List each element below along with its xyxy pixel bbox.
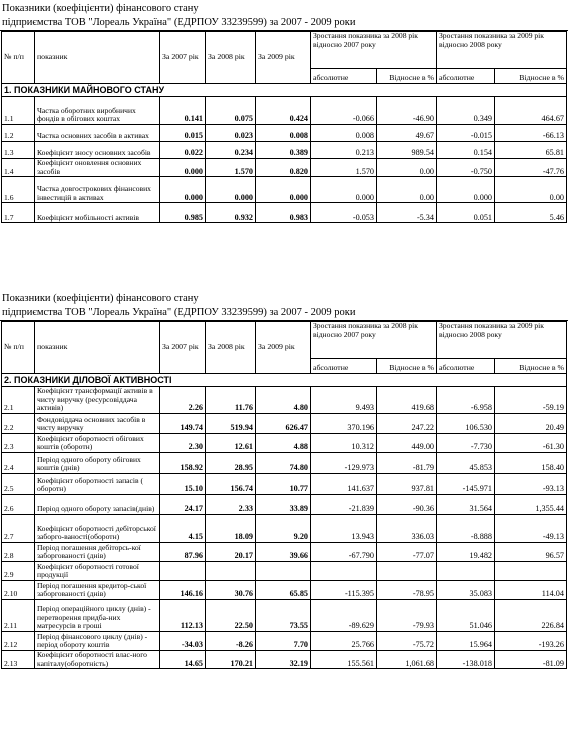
table-row [2,414,567,434]
row-number: 1.7 [2,203,35,223]
table-block-2 [0,292,568,669]
value-2009: 39.66 [256,543,311,562]
growth-rel-2008: 49.67 [377,125,437,142]
header-growth-2008: Зростання показника за 2008 рік відносно 2007 року [311,322,437,359]
table-row [2,474,567,495]
growth-abs-2008: -0.053 [311,203,377,223]
header-growth-2009: Зростання показника за 2009 рік відносно 2008 року [437,32,567,69]
growth-rel-2008: -77.07 [377,543,437,562]
growth-rel-2009: 20.49 [495,414,567,434]
table-row [2,97,567,125]
growth-rel-2009: 5.46 [495,203,567,223]
growth-rel-2008: -90.36 [377,495,437,515]
growth-abs-2009: 0.349 [437,97,495,125]
value-2008: 20.17 [206,543,256,562]
value-2009: 7.70 [256,632,311,651]
value-2008: 0.932 [206,203,256,223]
growth-abs-2008: -21.839 [311,495,377,515]
row-number: 2.8 [2,543,35,562]
header-2009: За 2009 рік [256,322,311,374]
table-row [2,581,567,600]
row-indicator-name: Коефіцієнт зносу основних засобів [35,142,160,159]
row-indicator-name: Коефіцієнт оборотності дебіторської заборго-ваності(оборотн) [35,515,160,543]
table-row [2,387,567,414]
growth-rel-2008: -5.34 [377,203,437,223]
header-growth-2008: Зростання показника за 2008 рік відносно 2007 року [311,32,437,69]
growth-abs-2009: 0.051 [437,203,495,223]
row-indicator-name: Коефіцієнт оновлення основних засобів [35,159,160,177]
value-2008: 18.09 [206,515,256,543]
growth-abs-2008: 0.008 [311,125,377,142]
value-2008: 2.33 [206,495,256,515]
value-2008: 519.94 [206,414,256,434]
growth-abs-2009: -145.971 [437,474,495,495]
header-rel-1: Відносне в % [377,69,437,84]
value-2007: 0.141 [160,97,206,125]
growth-abs-2009: -8.888 [437,515,495,543]
growth-rel-2009: -47.76 [495,159,567,177]
row-number: 2.9 [2,562,35,581]
value-2009: 4.88 [256,434,311,453]
table-row [2,453,567,474]
growth-rel-2008 [377,562,437,581]
value-2009: 33.89 [256,495,311,515]
growth-rel-2008: -75.72 [377,632,437,651]
table-block-1 [0,2,568,223]
value-2007: 0.000 [160,177,206,203]
growth-rel-2009: 1,355.44 [495,495,567,515]
growth-abs-2008: -129.973 [311,453,377,474]
row-indicator-name: Період одного обороту запасів(днів) [35,495,160,515]
growth-rel-2009: 158.40 [495,453,567,474]
header-abs-2: абсолютне [437,359,495,374]
row-number: 1.1 [2,97,35,125]
value-2009: 73.55 [256,600,311,632]
row-number: 2.3 [2,434,35,453]
value-2007: 149.74 [160,414,206,434]
growth-rel-2009: -193.26 [495,632,567,651]
growth-rel-2008: 989.54 [377,142,437,159]
value-2008: 22.50 [206,600,256,632]
value-2007: 24.17 [160,495,206,515]
growth-abs-2008: -0.066 [311,97,377,125]
growth-abs-2009: 51.046 [437,600,495,632]
growth-abs-2009: 0.154 [437,142,495,159]
growth-abs-2008: -89.629 [311,600,377,632]
row-indicator-name: Період погашення кредитор-ської заборгованості (днів) [35,581,160,600]
growth-rel-2008: -46.90 [377,97,437,125]
table-row [2,562,567,581]
growth-rel-2008: -79.93 [377,600,437,632]
row-number: 1.6 [2,177,35,203]
row-indicator-name: Частка оборотних виробничих фондів в обігових коштах [35,97,160,125]
value-2009: 0.820 [256,159,311,177]
value-2008: 12.61 [206,434,256,453]
table-row [2,125,567,142]
value-2009: 0.000 [256,177,311,203]
row-indicator-name: Період одного обороту обігових коштів (днів) [35,453,160,474]
report-title-line-1: Показники (коефіцієнти) фінансового стану [2,293,199,304]
growth-rel-2009: 464.67 [495,97,567,125]
indicator-table-2 [1,321,567,669]
row-number: 2.13 [2,651,35,669]
table-row [2,543,567,562]
growth-abs-2009: 0.000 [437,177,495,203]
table-row [2,142,567,159]
header-2008: За 2008 рік [206,32,256,84]
table-row [2,203,567,223]
row-number: 1.4 [2,159,35,177]
row-number: 2.12 [2,632,35,651]
growth-abs-2008: -67.790 [311,543,377,562]
value-2007: 2.26 [160,387,206,414]
value-2009: 0.983 [256,203,311,223]
value-2007: 14.65 [160,651,206,669]
value-2009: 4.80 [256,387,311,414]
value-2009: 74.80 [256,453,311,474]
growth-rel-2009: 65.81 [495,142,567,159]
value-2008: 0.234 [206,142,256,159]
row-indicator-name: Коефіцієнт оборотності влас-ного капіталу(оборотність) [35,651,160,669]
section-title: 1. ПОКАЗНИКИ МАЙНОВОГО СТАНУ [2,84,567,97]
value-2007: 15.10 [160,474,206,495]
value-2007: 146.16 [160,581,206,600]
section-title: 2. ПОКАЗНИКИ ДІЛОВОЇ АКТИВНОСТІ [2,374,567,387]
header-rel-2: Відносне в % [495,359,567,374]
row-number: 2.11 [2,600,35,632]
growth-abs-2009: 15.964 [437,632,495,651]
value-2009: 9.20 [256,515,311,543]
value-2009: 0.008 [256,125,311,142]
header-2009: За 2009 рік [256,32,311,84]
value-2007: 0.022 [160,142,206,159]
row-indicator-name: Період фінансового циклу (днів) - період обороту коштів [35,632,160,651]
report-title-line-1: Показники (коефіцієнти) фінансового стану [2,3,199,14]
value-2008: 170.21 [206,651,256,669]
value-2009: 626.47 [256,414,311,434]
table-row [2,600,567,632]
row-indicator-name: Період погашення дебіторсь-кої заборгованості (днів) [35,543,160,562]
growth-abs-2008: 13.943 [311,515,377,543]
table-row [2,515,567,543]
value-2007: 0.015 [160,125,206,142]
growth-rel-2009: -59.19 [495,387,567,414]
row-number: 2.4 [2,453,35,474]
growth-rel-2008: -81.79 [377,453,437,474]
row-indicator-name: Коефіцієнт оборотності обігових коштів (оборотн) [35,434,160,453]
value-2008: 156.74 [206,474,256,495]
table-row [2,177,567,203]
value-2008: 1.570 [206,159,256,177]
row-indicator-name: Фондовіддача основних засобів в чисту виручку [35,414,160,434]
table-row [2,159,567,177]
growth-abs-2009 [437,562,495,581]
value-2009: 65.85 [256,581,311,600]
table-row [2,434,567,453]
row-indicator-name: Коефіцієнт трансформації активів в чисту виручку (ресурсовіддача активів) [35,387,160,414]
growth-abs-2009: -0.015 [437,125,495,142]
header-np: № п/п [2,32,35,84]
header-abs-2: абсолютне [437,69,495,84]
growth-rel-2008: 449.00 [377,434,437,453]
value-2009 [256,562,311,581]
value-2009: 32.19 [256,651,311,669]
growth-abs-2008: 141.637 [311,474,377,495]
table-2-body [2,387,567,669]
growth-abs-2009: -0.750 [437,159,495,177]
table-1-body [2,97,567,223]
value-2008: 30.76 [206,581,256,600]
header-2007: За 2007 рік [160,322,206,374]
value-2007: -34.03 [160,632,206,651]
header-2008: За 2008 рік [206,322,256,374]
header-2007: За 2007 рік [160,32,206,84]
table-row [2,495,567,515]
row-number: 2.1 [2,387,35,414]
growth-abs-2009: 35.083 [437,581,495,600]
row-indicator-name: Коефіцієнт оборотності запасів ( оборотн) [35,474,160,495]
growth-rel-2008: 247.22 [377,414,437,434]
header-growth-2009: Зростання показника за 2009 рік відносно 2008 року [437,322,567,359]
row-number: 1.3 [2,142,35,159]
row-number: 2.6 [2,495,35,515]
row-number: 2.2 [2,414,35,434]
growth-abs-2009: -138.018 [437,651,495,669]
growth-rel-2008: 1,061.68 [377,651,437,669]
growth-abs-2008: 9.493 [311,387,377,414]
row-number: 2.5 [2,474,35,495]
value-2007 [160,562,206,581]
growth-abs-2008: -115.395 [311,581,377,600]
row-number: 1.2 [2,125,35,142]
growth-rel-2008: 336.03 [377,515,437,543]
growth-abs-2009: -6.958 [437,387,495,414]
growth-abs-2009: 31.564 [437,495,495,515]
row-indicator-name: Частка основних засобів в активах [35,125,160,142]
value-2008: -8.26 [206,632,256,651]
growth-abs-2009: 19.482 [437,543,495,562]
row-number: 2.10 [2,581,35,600]
growth-rel-2009: -61.30 [495,434,567,453]
report-title-line-2: підприємства ТОВ "Лореаль Україна" (ЕДРПОУ 33239599) за 2007 - 2009 роки [0,16,568,31]
growth-rel-2009: 114.04 [495,581,567,600]
value-2007: 0.985 [160,203,206,223]
growth-rel-2008: 419.68 [377,387,437,414]
growth-abs-2009: -7.730 [437,434,495,453]
header-abs-1: абсолютне [311,359,377,374]
header-abs-1: абсолютне [311,69,377,84]
growth-rel-2008: -78.95 [377,581,437,600]
header-rel-2: Відносне в % [495,69,567,84]
value-2009: 10.77 [256,474,311,495]
header-indicator: показник [35,32,160,84]
growth-rel-2008: 0.00 [377,159,437,177]
row-indicator-name: Коефіцієнт оборотності готової продукції [35,562,160,581]
growth-abs-2008: 10.312 [311,434,377,453]
growth-abs-2008: 155.561 [311,651,377,669]
row-indicator-name: Частка довгострокових фінансових інвестицій в активах [35,177,160,203]
growth-abs-2008: 0.000 [311,177,377,203]
growth-rel-2009: 0.00 [495,177,567,203]
growth-rel-2009: -66.13 [495,125,567,142]
row-number: 2.7 [2,515,35,543]
value-2008: 28.95 [206,453,256,474]
value-2009: 0.389 [256,142,311,159]
growth-abs-2008: 1.570 [311,159,377,177]
growth-rel-2009: -49.13 [495,515,567,543]
growth-abs-2009: 106.530 [437,414,495,434]
growth-abs-2008: 370.196 [311,414,377,434]
table-row [2,651,567,669]
growth-abs-2008 [311,562,377,581]
value-2008 [206,562,256,581]
value-2008: 11.76 [206,387,256,414]
growth-rel-2009: 226.84 [495,600,567,632]
growth-abs-2008: 0.213 [311,142,377,159]
indicator-table-1 [1,31,567,223]
value-2007: 4.15 [160,515,206,543]
value-2008: 0.023 [206,125,256,142]
value-2007: 158.92 [160,453,206,474]
header-rel-1: Відносне в % [377,359,437,374]
header-np: № п/п [2,322,35,374]
value-2007: 2.30 [160,434,206,453]
growth-rel-2009 [495,562,567,581]
growth-rel-2008: 937.81 [377,474,437,495]
growth-rel-2008: 0.00 [377,177,437,203]
header-indicator: показник [35,322,160,374]
growth-rel-2009: -81.09 [495,651,567,669]
value-2007: 112.13 [160,600,206,632]
growth-rel-2009: 96.57 [495,543,567,562]
report-title-line-2: підприємства ТОВ "Лореаль Україна" (ЕДРПОУ 33239599) за 2007 - 2009 роки [0,306,568,321]
growth-abs-2008: 25.766 [311,632,377,651]
growth-abs-2009: 45.853 [437,453,495,474]
value-2007: 87.96 [160,543,206,562]
growth-rel-2009: -93.13 [495,474,567,495]
value-2007: 0.000 [160,159,206,177]
row-indicator-name: Період операційного циклу (днів) - перетворення придба-них матресурсів в гроші [35,600,160,632]
value-2009: 0.424 [256,97,311,125]
value-2008: 0.000 [206,177,256,203]
table-row [2,632,567,651]
value-2008: 0.075 [206,97,256,125]
row-indicator-name: Коефіцієнт мобільності активів [35,203,160,223]
